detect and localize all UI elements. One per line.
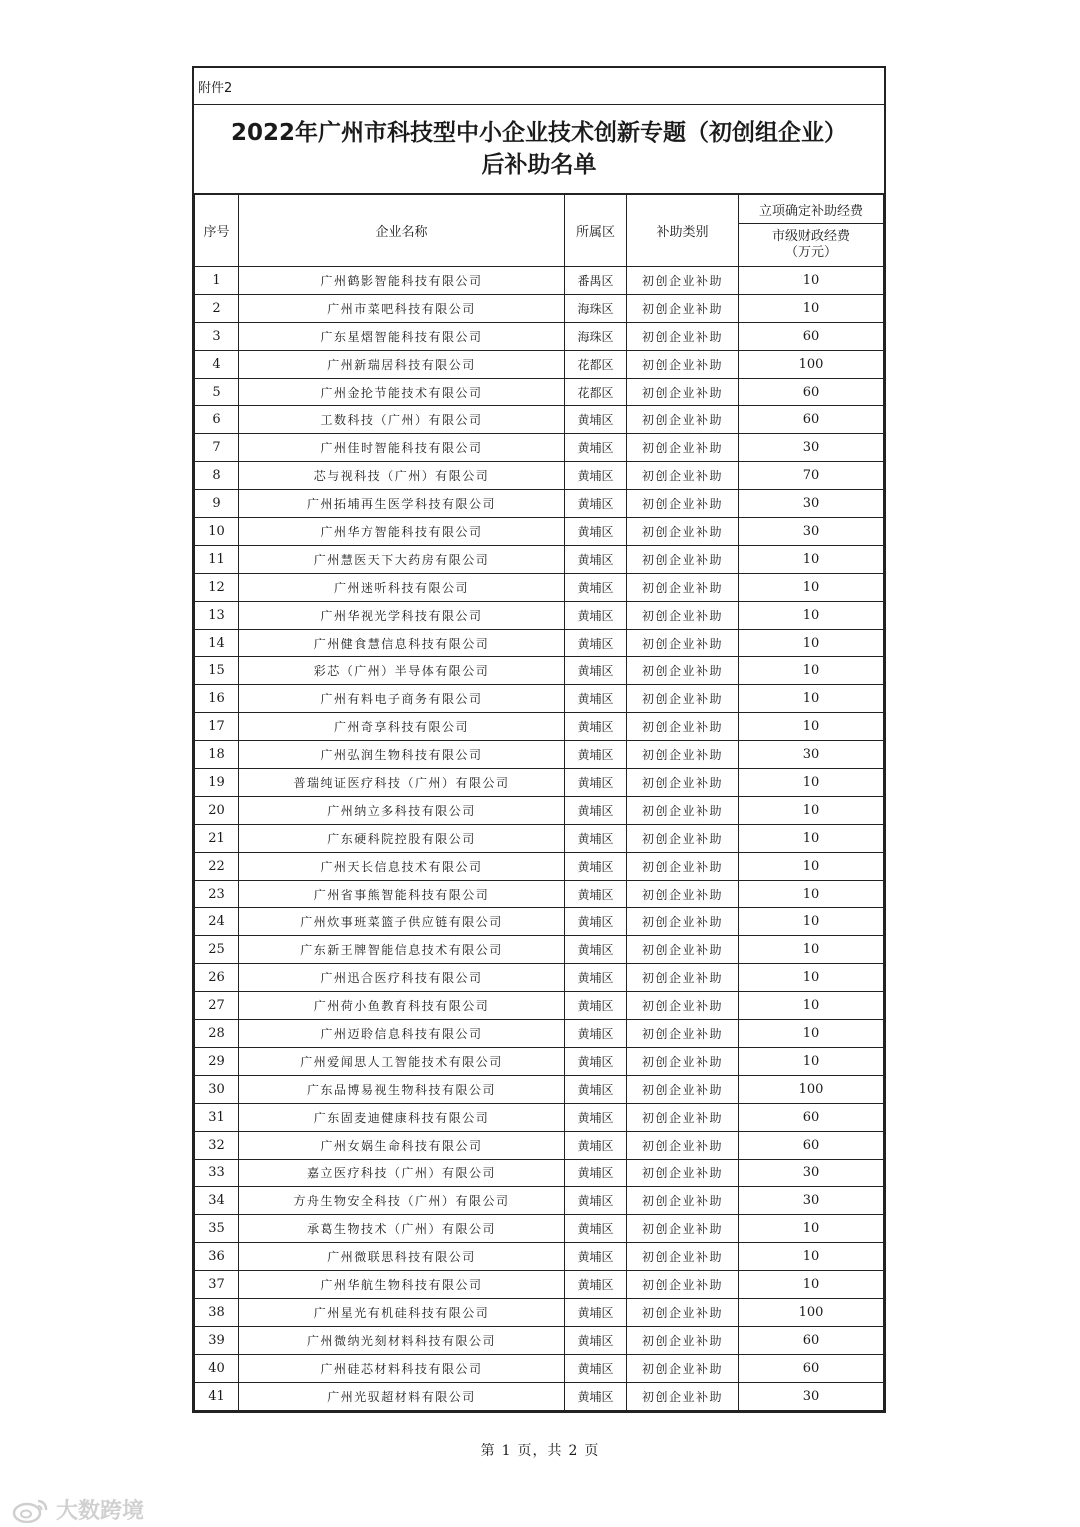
cell-district: 黄埔区 (565, 1187, 627, 1215)
cell-district: 黄埔区 (565, 908, 627, 936)
cell-index: 6 (195, 406, 239, 434)
table-row (195, 824, 884, 852)
cell-district: 黄埔区 (565, 545, 627, 573)
cell-amount: 10 (739, 824, 884, 852)
table-row (195, 769, 884, 797)
cell-amount: 10 (739, 992, 884, 1020)
document-title (194, 105, 884, 194)
header-category: 补助类别 (627, 195, 739, 267)
cell-company-name: 广东硬科院控股有限公司 (239, 824, 565, 852)
cell-index: 35 (195, 1215, 239, 1243)
cell-index: 4 (195, 350, 239, 378)
cell-category: 初创企业补助 (627, 462, 739, 490)
cell-company-name: 广州市菜吧科技有限公司 (239, 294, 565, 322)
header-index: 序号 (195, 195, 239, 267)
cell-company-name: 广州迈聆信息科技有限公司 (239, 1020, 565, 1048)
cell-index: 22 (195, 852, 239, 880)
cell-district: 花都区 (565, 350, 627, 378)
table-row (195, 490, 884, 518)
cell-index: 9 (195, 490, 239, 518)
cell-company-name: 工数科技（广州）有限公司 (239, 406, 565, 434)
table-body (195, 267, 884, 1411)
table-row (195, 434, 884, 462)
cell-category: 初创企业补助 (627, 601, 739, 629)
cell-index: 19 (195, 769, 239, 797)
header-name: 企业名称 (239, 195, 565, 267)
cell-amount: 10 (739, 852, 884, 880)
table-row (195, 350, 884, 378)
cell-district: 黄埔区 (565, 880, 627, 908)
cell-index: 26 (195, 964, 239, 992)
cell-district: 黄埔区 (565, 1103, 627, 1131)
table-row (195, 378, 884, 406)
cell-district: 黄埔区 (565, 1271, 627, 1299)
cell-index: 34 (195, 1187, 239, 1215)
table-row (195, 964, 884, 992)
cell-amount: 60 (739, 1354, 884, 1382)
cell-district: 黄埔区 (565, 1075, 627, 1103)
cell-category: 初创企业补助 (627, 406, 739, 434)
table-row (195, 1159, 884, 1187)
cell-district: 黄埔区 (565, 490, 627, 518)
cell-district: 黄埔区 (565, 518, 627, 546)
cell-company-name: 广东星熠智能科技有限公司 (239, 322, 565, 350)
cell-index: 21 (195, 824, 239, 852)
table-row (195, 936, 884, 964)
cell-category: 初创企业补助 (627, 490, 739, 518)
cell-district: 黄埔区 (565, 713, 627, 741)
table-row (195, 992, 884, 1020)
table-row (195, 406, 884, 434)
table-row (195, 267, 884, 295)
header-district: 所属区 (565, 195, 627, 267)
cell-company-name: 广州女娲生命科技有限公司 (239, 1131, 565, 1159)
cell-category: 初创企业补助 (627, 1298, 739, 1326)
cell-index: 40 (195, 1354, 239, 1382)
cell-index: 5 (195, 378, 239, 406)
cell-district: 黄埔区 (565, 824, 627, 852)
cell-district: 番禺区 (565, 267, 627, 295)
cell-company-name: 方舟生物安全科技（广州）有限公司 (239, 1187, 565, 1215)
cell-category: 初创企业补助 (627, 1075, 739, 1103)
watermark-text: 大数跨境 (56, 1499, 145, 1524)
cell-amount: 10 (739, 657, 884, 685)
cell-category: 初创企业补助 (627, 1103, 739, 1131)
cell-company-name: 广州微纳光刻材料科技有限公司 (239, 1326, 565, 1354)
cell-category: 初创企业补助 (627, 267, 739, 295)
cell-company-name: 广州新瑞居科技有限公司 (239, 350, 565, 378)
cell-category: 初创企业补助 (627, 1271, 739, 1299)
table-row (195, 685, 884, 713)
cell-amount: 30 (739, 1159, 884, 1187)
table-row (195, 601, 884, 629)
cell-category: 初创企业补助 (627, 824, 739, 852)
cell-amount: 10 (739, 936, 884, 964)
table-row (195, 322, 884, 350)
cell-district: 黄埔区 (565, 936, 627, 964)
cell-amount: 60 (739, 1131, 884, 1159)
cell-index: 23 (195, 880, 239, 908)
cell-amount: 10 (739, 796, 884, 824)
subsidy-table (194, 194, 884, 1411)
cell-amount: 10 (739, 545, 884, 573)
document-sheet (192, 66, 886, 1413)
cell-category: 初创企业补助 (627, 545, 739, 573)
cell-index: 38 (195, 1298, 239, 1326)
footer-text-2: 页，共 (517, 1443, 563, 1459)
table-row (195, 1215, 884, 1243)
cell-index: 31 (195, 1103, 239, 1131)
attachment-label: 附件2 (194, 68, 884, 105)
cell-amount: 30 (739, 434, 884, 462)
cell-category: 初创企业补助 (627, 1020, 739, 1048)
cell-district: 黄埔区 (565, 601, 627, 629)
table-row (195, 518, 884, 546)
cell-amount: 30 (739, 1187, 884, 1215)
cell-amount: 10 (739, 1271, 884, 1299)
cell-amount: 100 (739, 350, 884, 378)
cell-category: 初创企业补助 (627, 1382, 739, 1410)
cell-amount: 10 (739, 1243, 884, 1271)
cell-district: 黄埔区 (565, 852, 627, 880)
cell-company-name: 广州拓埔再生医学科技有限公司 (239, 490, 565, 518)
footer-page-total: 2 (568, 1443, 579, 1459)
cell-company-name: 广东新王牌智能信息技术有限公司 (239, 936, 565, 964)
cell-company-name: 广州金抡节能技术有限公司 (239, 378, 565, 406)
table-row (195, 880, 884, 908)
cell-district: 黄埔区 (565, 462, 627, 490)
cell-company-name: 广州硅芯材料科技有限公司 (239, 1354, 565, 1382)
cell-amount: 10 (739, 713, 884, 741)
cell-district: 黄埔区 (565, 964, 627, 992)
table-row (195, 1047, 884, 1075)
cell-company-name: 广州弘润生物科技有限公司 (239, 741, 565, 769)
cell-district: 黄埔区 (565, 1326, 627, 1354)
cell-district: 黄埔区 (565, 1243, 627, 1271)
table-row (195, 1243, 884, 1271)
cell-amount: 10 (739, 908, 884, 936)
table-row (195, 462, 884, 490)
cell-index: 7 (195, 434, 239, 462)
cell-district: 黄埔区 (565, 1131, 627, 1159)
cell-index: 30 (195, 1075, 239, 1103)
cell-company-name: 广州星光有机硅科技有限公司 (239, 1298, 565, 1326)
cell-index: 8 (195, 462, 239, 490)
cell-category: 初创企业补助 (627, 1047, 739, 1075)
table-row (195, 629, 884, 657)
cell-category: 初创企业补助 (627, 1131, 739, 1159)
cell-company-name: 嘉立医疗科技（广州）有限公司 (239, 1159, 565, 1187)
cell-amount: 60 (739, 322, 884, 350)
cell-district: 黄埔区 (565, 1159, 627, 1187)
cell-category: 初创企业补助 (627, 378, 739, 406)
cell-index: 11 (195, 545, 239, 573)
table-row (195, 1020, 884, 1048)
cell-company-name: 广东品博易视生物科技有限公司 (239, 1075, 565, 1103)
cell-company-name: 承葛生物技术（广州）有限公司 (239, 1215, 565, 1243)
cell-amount: 10 (739, 880, 884, 908)
table-row (195, 1326, 884, 1354)
cell-amount: 60 (739, 406, 884, 434)
table-row (195, 713, 884, 741)
cell-index: 12 (195, 573, 239, 601)
cell-district: 黄埔区 (565, 1020, 627, 1048)
cell-category: 初创企业补助 (627, 294, 739, 322)
cell-district: 黄埔区 (565, 657, 627, 685)
cell-category: 初创企业补助 (627, 685, 739, 713)
table-row (195, 1103, 884, 1131)
cell-index: 39 (195, 1326, 239, 1354)
cell-district: 黄埔区 (565, 741, 627, 769)
cell-category: 初创企业补助 (627, 629, 739, 657)
cell-index: 24 (195, 908, 239, 936)
title-line-2: 后补助名单 (481, 152, 597, 178)
cell-index: 27 (195, 992, 239, 1020)
cell-district: 海珠区 (565, 294, 627, 322)
cell-district: 黄埔区 (565, 992, 627, 1020)
table-row (195, 1131, 884, 1159)
cell-category: 初创企业补助 (627, 992, 739, 1020)
cell-index: 36 (195, 1243, 239, 1271)
cell-index: 16 (195, 685, 239, 713)
weibo-logo-icon (12, 1497, 50, 1523)
table-row (195, 741, 884, 769)
cell-category: 初创企业补助 (627, 657, 739, 685)
cell-category: 初创企业补助 (627, 322, 739, 350)
cell-amount: 10 (739, 294, 884, 322)
cell-company-name: 广州慧医天下大药房有限公司 (239, 545, 565, 573)
cell-amount: 10 (739, 573, 884, 601)
cell-amount: 60 (739, 1103, 884, 1131)
table-header-row (195, 195, 884, 224)
cell-amount: 10 (739, 1215, 884, 1243)
cell-amount: 10 (739, 1020, 884, 1048)
header-funding-group: 立项确定补助经费 (739, 195, 884, 224)
cell-company-name: 广州微联思科技有限公司 (239, 1243, 565, 1271)
cell-company-name: 广州健食慧信息科技有限公司 (239, 629, 565, 657)
cell-category: 初创企业补助 (627, 964, 739, 992)
cell-company-name: 广州天长信息技术有限公司 (239, 852, 565, 880)
table-row (195, 1298, 884, 1326)
cell-category: 初创企业补助 (627, 1243, 739, 1271)
watermark (12, 1494, 144, 1525)
cell-index: 28 (195, 1020, 239, 1048)
cell-amount: 10 (739, 769, 884, 797)
cell-company-name: 广州有料电子商务有限公司 (239, 685, 565, 713)
cell-category: 初创企业补助 (627, 1326, 739, 1354)
table-row (195, 1271, 884, 1299)
cell-district: 黄埔区 (565, 434, 627, 462)
cell-district: 黄埔区 (565, 769, 627, 797)
cell-category: 初创企业补助 (627, 796, 739, 824)
table-row (195, 852, 884, 880)
cell-category: 初创企业补助 (627, 1215, 739, 1243)
cell-amount: 10 (739, 629, 884, 657)
footer-text-1: 第 (480, 1443, 496, 1459)
cell-company-name: 广州迅合医疗科技有限公司 (239, 964, 565, 992)
cell-district: 海珠区 (565, 322, 627, 350)
table-row (195, 1187, 884, 1215)
cell-category: 初创企业补助 (627, 769, 739, 797)
cell-company-name: 广州华方智能科技有限公司 (239, 518, 565, 546)
cell-district: 黄埔区 (565, 1382, 627, 1410)
cell-district: 黄埔区 (565, 1047, 627, 1075)
cell-company-name: 广州华视光学科技有限公司 (239, 601, 565, 629)
cell-category: 初创企业补助 (627, 1354, 739, 1382)
cell-district: 黄埔区 (565, 1298, 627, 1326)
title-line-1: 2022年广州市科技型中小企业技术创新专题（初创组企业） (230, 120, 847, 146)
cell-category: 初创企业补助 (627, 1187, 739, 1215)
cell-amount: 60 (739, 1326, 884, 1354)
cell-company-name: 广州炊事班菜篮子供应链有限公司 (239, 908, 565, 936)
cell-index: 3 (195, 322, 239, 350)
table-row (195, 545, 884, 573)
cell-amount: 30 (739, 490, 884, 518)
cell-index: 29 (195, 1047, 239, 1075)
cell-company-name: 广州荷小鱼教育科技有限公司 (239, 992, 565, 1020)
cell-district: 黄埔区 (565, 573, 627, 601)
cell-amount: 10 (739, 964, 884, 992)
cell-index: 25 (195, 936, 239, 964)
cell-category: 初创企业补助 (627, 573, 739, 601)
cell-amount: 30 (739, 518, 884, 546)
cell-amount: 10 (739, 267, 884, 295)
cell-index: 32 (195, 1131, 239, 1159)
cell-company-name: 普瑞纯证医疗科技（广州）有限公司 (239, 769, 565, 797)
cell-amount: 30 (739, 1382, 884, 1410)
cell-index: 1 (195, 267, 239, 295)
cell-company-name: 广州佳时智能科技有限公司 (239, 434, 565, 462)
table-row (195, 1354, 884, 1382)
cell-company-name: 广州爱闻思人工智能技术有限公司 (239, 1047, 565, 1075)
cell-company-name: 芯与视科技（广州）有限公司 (239, 462, 565, 490)
cell-index: 41 (195, 1382, 239, 1410)
cell-index: 2 (195, 294, 239, 322)
table-row (195, 1075, 884, 1103)
cell-company-name: 广州鹤影智能科技有限公司 (239, 267, 565, 295)
cell-category: 初创企业补助 (627, 880, 739, 908)
cell-category: 初创企业补助 (627, 936, 739, 964)
cell-company-name: 广州光驭超材料有限公司 (239, 1382, 565, 1410)
cell-amount: 100 (739, 1075, 884, 1103)
cell-index: 20 (195, 796, 239, 824)
cell-company-name: 广东固麦迪健康科技有限公司 (239, 1103, 565, 1131)
cell-amount: 100 (739, 1298, 884, 1326)
header-funding-sub (739, 224, 884, 267)
cell-category: 初创企业补助 (627, 1159, 739, 1187)
footer-page-number: 1 (501, 1443, 512, 1459)
cell-company-name: 广州迷听科技有限公司 (239, 573, 565, 601)
cell-index: 10 (195, 518, 239, 546)
cell-index: 17 (195, 713, 239, 741)
footer-text-3: 页 (584, 1443, 600, 1459)
cell-index: 13 (195, 601, 239, 629)
table-row (195, 294, 884, 322)
cell-category: 初创企业补助 (627, 350, 739, 378)
cell-amount: 10 (739, 601, 884, 629)
cell-amount: 30 (739, 741, 884, 769)
cell-district: 黄埔区 (565, 406, 627, 434)
table-row (195, 573, 884, 601)
table-row (195, 796, 884, 824)
cell-company-name: 彩芯（广州）半导体有限公司 (239, 657, 565, 685)
cell-district: 黄埔区 (565, 685, 627, 713)
cell-category: 初创企业补助 (627, 908, 739, 936)
cell-company-name: 广州奇享科技有限公司 (239, 713, 565, 741)
cell-district: 黄埔区 (565, 796, 627, 824)
cell-index: 18 (195, 741, 239, 769)
cell-company-name: 广州华航生物科技有限公司 (239, 1271, 565, 1299)
header-funding-sub-label: 市级财政经费 (771, 229, 850, 244)
cell-category: 初创企业补助 (627, 518, 739, 546)
cell-amount: 10 (739, 685, 884, 713)
table-row (195, 1382, 884, 1410)
cell-category: 初创企业补助 (627, 713, 739, 741)
cell-amount: 70 (739, 462, 884, 490)
cell-category: 初创企业补助 (627, 852, 739, 880)
cell-index: 14 (195, 629, 239, 657)
cell-company-name: 广州省事熊智能科技有限公司 (239, 880, 565, 908)
cell-district: 花都区 (565, 378, 627, 406)
page-footer (0, 1440, 1080, 1460)
table-row (195, 657, 884, 685)
cell-district: 黄埔区 (565, 1215, 627, 1243)
table-row (195, 908, 884, 936)
cell-index: 37 (195, 1271, 239, 1299)
cell-company-name: 广州纳立多科技有限公司 (239, 796, 565, 824)
cell-index: 33 (195, 1159, 239, 1187)
cell-category: 初创企业补助 (627, 741, 739, 769)
cell-district: 黄埔区 (565, 1354, 627, 1382)
cell-index: 15 (195, 657, 239, 685)
header-funding-unit: （万元） (784, 245, 837, 260)
cell-category: 初创企业补助 (627, 434, 739, 462)
cell-amount: 10 (739, 1047, 884, 1075)
cell-district: 黄埔区 (565, 629, 627, 657)
cell-amount: 60 (739, 378, 884, 406)
